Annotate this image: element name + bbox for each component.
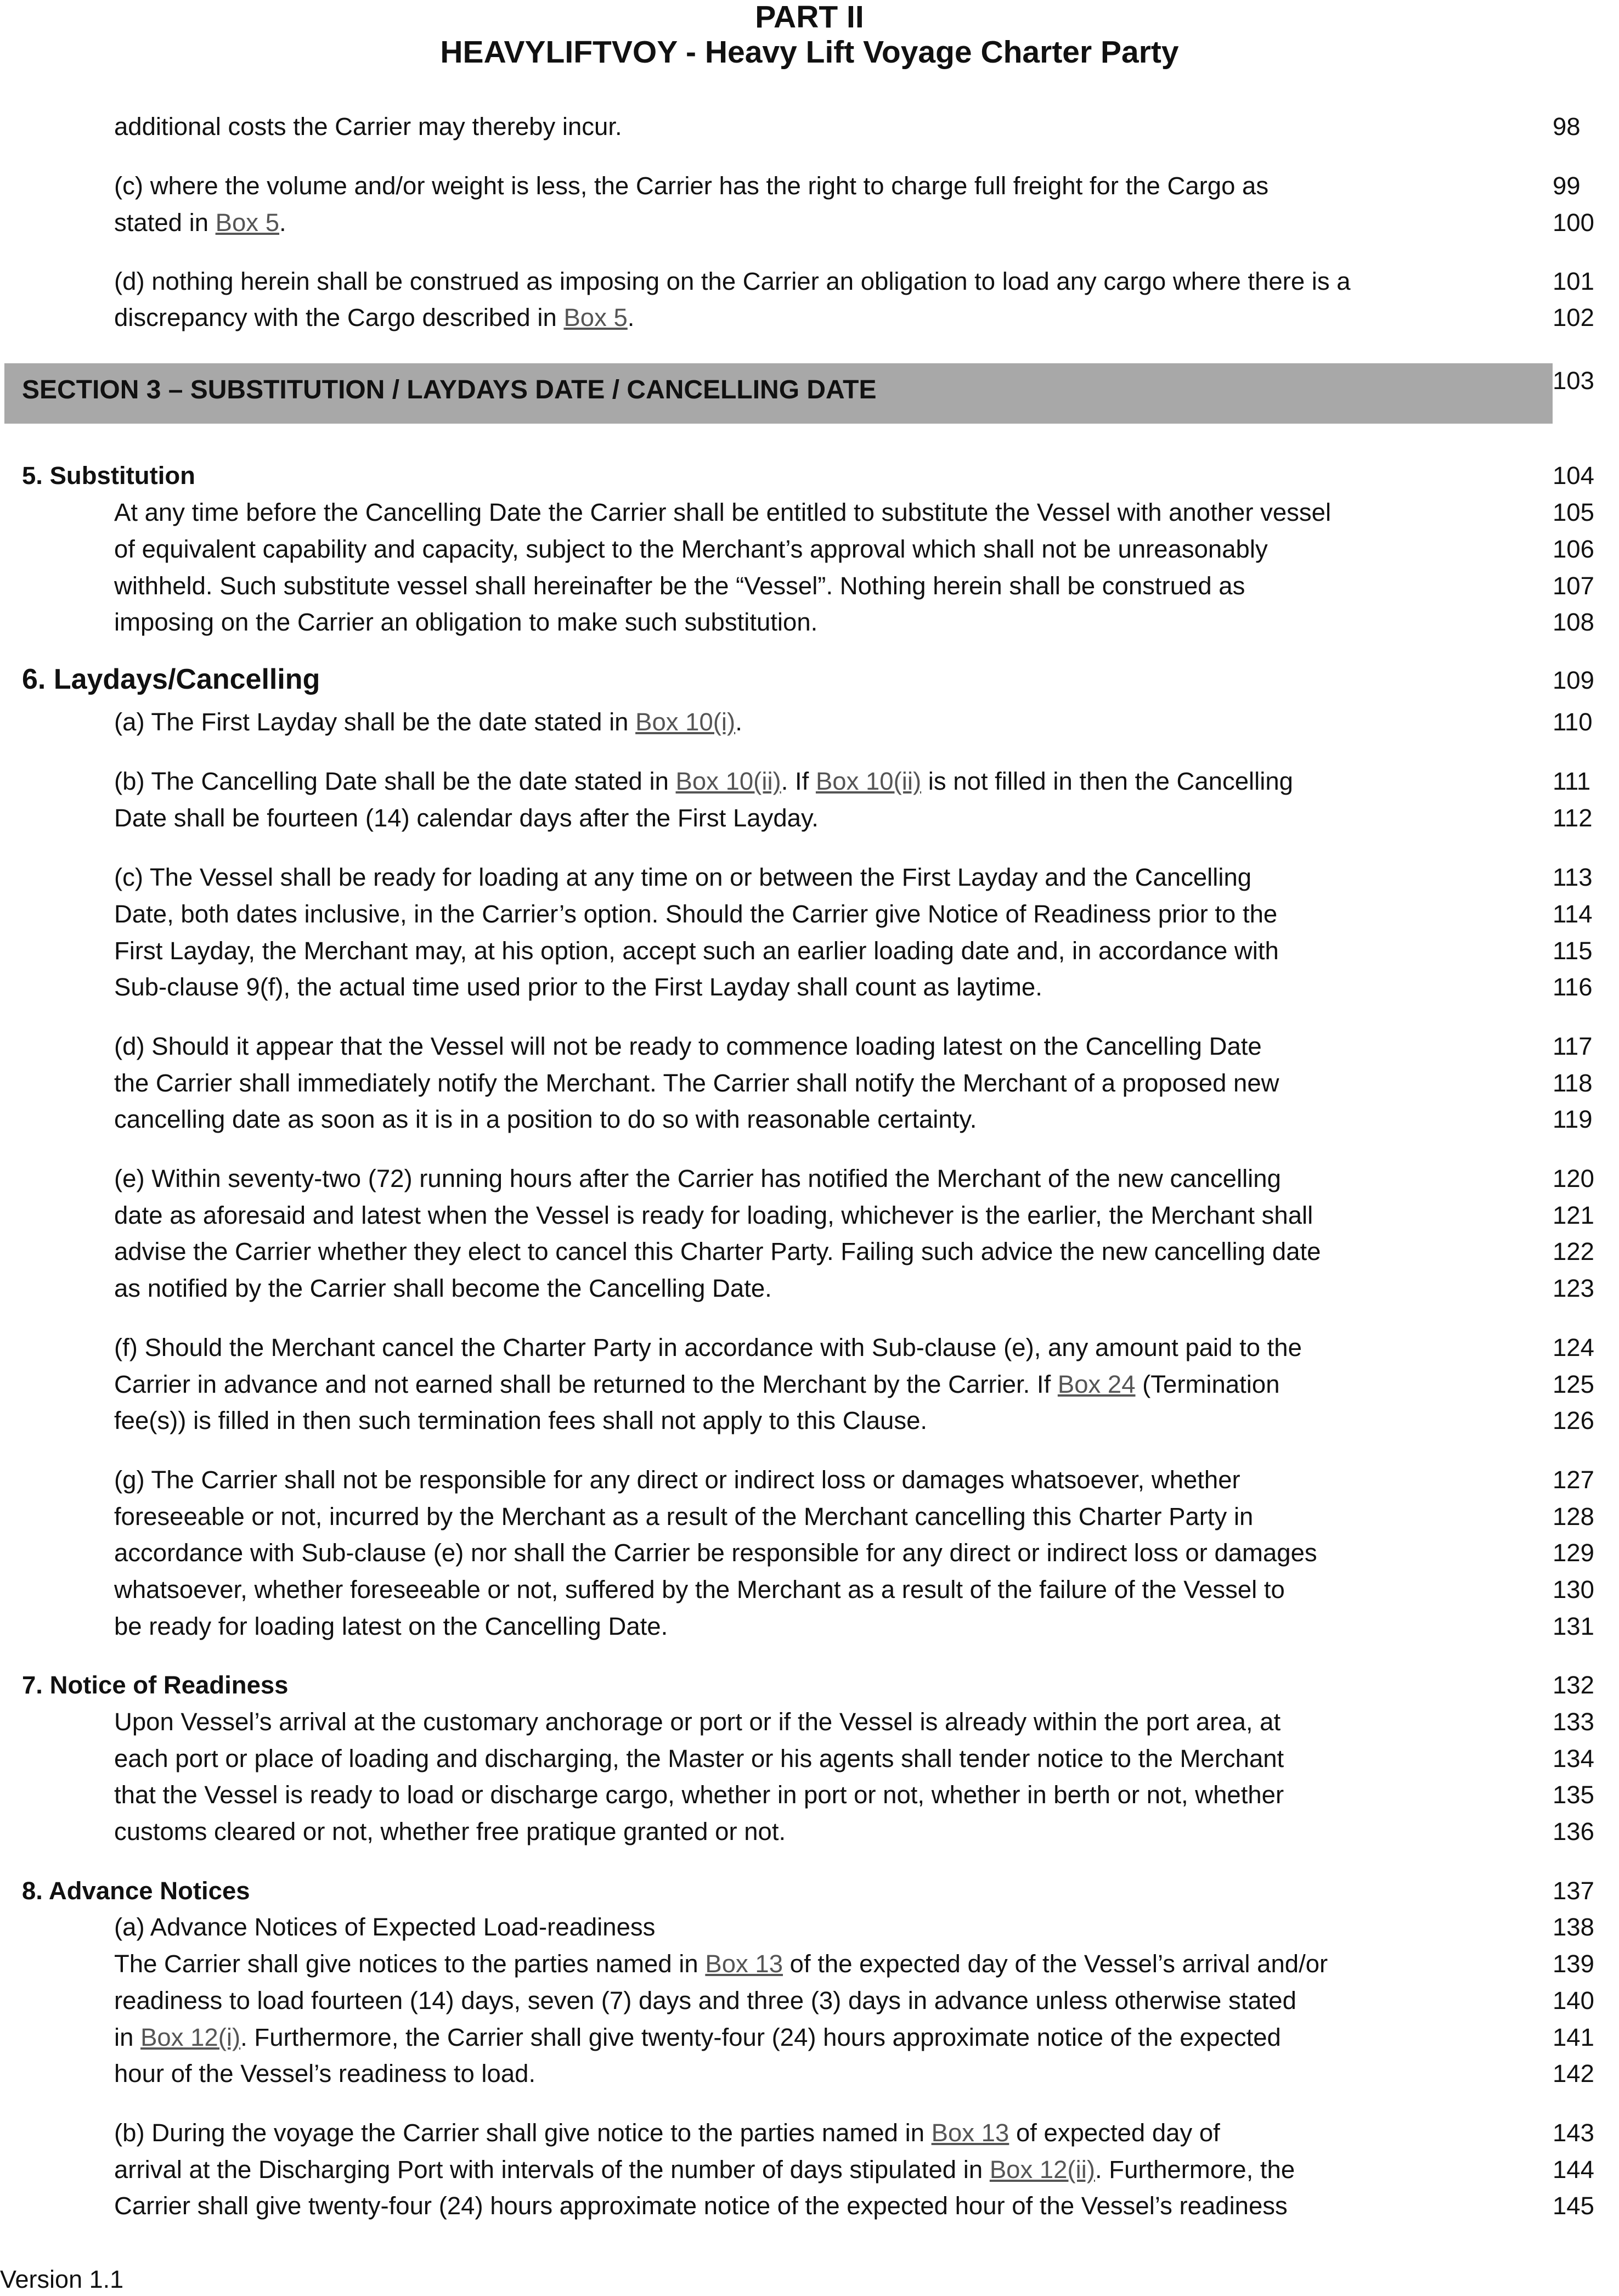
text-segment: (a) Advance Notices of Expected Load-readiness xyxy=(114,1913,656,1941)
text-segment: readiness to load fourteen (14) days, seven (7) days and three (3) days in advance unless otherwise stated xyxy=(114,1987,1296,2014)
text-segment: (g) The Carrier shall not be responsible for any direct or indirect loss or damages whatsoever, whether xyxy=(114,1466,1240,1494)
line-number: 131 xyxy=(1553,1612,1594,1640)
text-segment: advise the Carrier whether they elect to cancel this Charter Party. Failing such advice the new cancelling date xyxy=(114,1237,1321,1265)
text-segment: of the expected day of the Vessel’s arrival and/or xyxy=(783,1950,1328,1978)
clause-text-line xyxy=(114,937,1519,965)
clause-text-line xyxy=(114,1539,1519,1567)
clause-text-line xyxy=(114,1237,1519,1266)
text-segment: the Carrier shall immediately notify the Merchant. The Carrier shall notify the Merchant of a proposed new xyxy=(114,1069,1279,1097)
line-number: 99 xyxy=(1553,172,1581,200)
line-number: 135 xyxy=(1553,1781,1594,1809)
clause-text-line xyxy=(114,1781,1519,1809)
text-segment: each port or place of loading and discharging, the Master or his agents shall tender notice to the Merchant xyxy=(114,1744,1284,1772)
line-number: 109 xyxy=(1553,666,1594,694)
text-segment: Carrier in advance and not earned shall be returned to the Merchant by the Carrier. If xyxy=(114,1370,1058,1398)
line-number: 142 xyxy=(1553,2059,1594,2087)
line-number: 102 xyxy=(1553,303,1594,331)
box-reference-link[interactable]: Box 12(i) xyxy=(140,2023,241,2051)
line-number: 108 xyxy=(1553,608,1594,636)
text-segment: (d) Should it appear that the Vessel will not be ready to commence loading latest on the Cancelling Date xyxy=(114,1032,1262,1060)
document-title: HEAVYLIFTVOY - Heavy Lift Voyage Charter Party xyxy=(440,35,1179,70)
clause-text-line xyxy=(114,863,1519,892)
line-number: 104 xyxy=(1553,462,1594,489)
text-segment: (e) Within seventy-two (72) running hours after the Carrier has notified the Merchant of the new cancelling xyxy=(114,1164,1281,1192)
text-segment: accordance with Sub-clause (e) nor shall the Carrier be responsible for any direct or indirect loss or damages xyxy=(114,1539,1317,1567)
text-segment: foreseeable or not, incurred by the Merchant as a result of the Merchant cancelling this Charter Party in xyxy=(114,1502,1254,1530)
line-number: 130 xyxy=(1553,1575,1594,1603)
line-number: 115 xyxy=(1553,937,1593,965)
line-number: 101 xyxy=(1553,267,1594,295)
clause-text-line xyxy=(114,1406,1519,1435)
text-segment: date as aforesaid and latest when the Vessel is ready for loading, whichever is the earlier, the Merchant shall xyxy=(114,1201,1313,1229)
clause-text-line xyxy=(114,1032,1519,1061)
text-segment: (Termination xyxy=(1135,1370,1280,1398)
line-number: 145 xyxy=(1553,2192,1594,2220)
line-number: 113 xyxy=(1553,863,1593,891)
line-number: 128 xyxy=(1553,1502,1594,1530)
box-reference-link[interactable]: Box 12(ii) xyxy=(989,2156,1095,2184)
text-segment: Date, both dates inclusive, in the Carrier’s option. Should the Carrier give Notice of Readiness prior to the xyxy=(114,900,1278,928)
clause-text-line xyxy=(114,1370,1519,1399)
clause-text-line xyxy=(114,1913,1519,1942)
text-segment: (b) During the voyage the Carrier shall give notice to the parties named in xyxy=(114,2119,932,2147)
box-reference-link[interactable]: Box 10(ii) xyxy=(815,767,922,795)
text-segment: imposing on the Carrier an obligation to make such substitution. xyxy=(114,608,818,636)
line-number: 143 xyxy=(1553,2119,1594,2147)
line-number: 124 xyxy=(1553,1333,1594,1361)
clause-text-line xyxy=(114,804,1519,832)
clause-text-line xyxy=(114,1105,1519,1134)
text-segment: . If xyxy=(781,767,816,795)
text-segment: withheld. Such substitute vessel shall hereinafter be the “Vessel”. Nothing herein shall be construed as xyxy=(114,572,1245,600)
clause-text-line xyxy=(114,973,1519,1001)
text-segment: whatsoever, whether foreseeable or not, suffered by the Merchant as a result of the failure of the Vessel to xyxy=(114,1575,1285,1603)
line-number: 129 xyxy=(1553,1539,1594,1567)
part-heading: PART II xyxy=(755,0,864,35)
clause-text-line xyxy=(114,708,1519,736)
line-number: 106 xyxy=(1553,535,1594,563)
clause-text-line xyxy=(114,1069,1519,1098)
line-number: 98 xyxy=(1553,112,1581,140)
box-reference-link[interactable]: Box 24 xyxy=(1057,1370,1136,1398)
clause-text-line xyxy=(114,1201,1519,1230)
clause-text-line xyxy=(114,535,1519,564)
line-number: 132 xyxy=(1553,1671,1594,1699)
clause-text-line xyxy=(114,1164,1519,1193)
clause-heading: 5. Substitution xyxy=(22,462,195,489)
line-number: 116 xyxy=(1553,973,1593,1001)
line-number: 138 xyxy=(1553,1913,1594,1941)
text-segment: (f) Should the Merchant cancel the Charter Party in accordance with Sub-clause (e), any amount paid to the xyxy=(114,1333,1302,1361)
box-reference-link[interactable]: Box 5 xyxy=(215,209,280,237)
line-number: 111 xyxy=(1553,767,1591,795)
line-number: 117 xyxy=(1553,1032,1593,1060)
text-segment: . xyxy=(627,303,635,331)
line-number: 144 xyxy=(1553,2156,1594,2184)
text-segment: be ready for loading latest on the Cancelling Date. xyxy=(114,1612,668,1640)
text-segment: (c) where the volume and/or weight is less, the Carrier has the right to charge full freight for the Cargo as xyxy=(114,172,1269,200)
clause-text-line xyxy=(114,572,1519,600)
line-number: 114 xyxy=(1553,900,1593,928)
text-segment: arrival at the Discharging Port with intervals of the number of days stipulated in xyxy=(114,2156,990,2184)
clause-text-line xyxy=(114,1987,1519,2015)
clause-text-line xyxy=(114,303,1519,332)
clause-text-line xyxy=(114,1950,1519,1978)
text-segment: additional costs the Carrier may thereby incur. xyxy=(114,112,622,140)
line-number: 126 xyxy=(1553,1406,1594,1434)
clause-text-line xyxy=(114,767,1519,796)
text-segment: . Furthermore, the xyxy=(1095,2156,1295,2184)
box-reference-link[interactable]: Box 10(i) xyxy=(635,708,736,736)
line-number: 107 xyxy=(1553,572,1594,600)
section-3-title: SECTION 3 – SUBSTITUTION / LAYDAYS DATE / CANCELLING DATE xyxy=(22,375,877,404)
clause-text-line xyxy=(114,498,1519,527)
text-segment: cancelling date as soon as it is in a position to do so with reasonable certainty. xyxy=(114,1105,977,1133)
clause-heading: 7. Notice of Readiness xyxy=(22,1671,289,1699)
line-number: 125 xyxy=(1553,1370,1594,1398)
line-number: 133 xyxy=(1553,1708,1594,1736)
clause-text-line xyxy=(114,267,1519,296)
text-segment: Sub-clause 9(f), the actual time used prior to the First Layday shall count as laytime. xyxy=(114,973,1042,1001)
clause-text-line xyxy=(114,1466,1519,1494)
box-reference-link[interactable]: Box 13 xyxy=(705,1950,783,1978)
text-segment: (d) nothing herein shall be construed as imposing on the Carrier an obligation to load any cargo where there is a xyxy=(114,267,1351,295)
text-segment: (a) The First Layday shall be the date stated in xyxy=(114,708,636,736)
line-number: 127 xyxy=(1553,1466,1594,1494)
clause-text-line xyxy=(114,900,1519,928)
line-number: 105 xyxy=(1553,498,1594,526)
text-segment: (c) The Vessel shall be ready for loading at any time on or between the First Layday and the Cancelling xyxy=(114,863,1252,891)
line-number: 136 xyxy=(1553,1817,1594,1845)
clause-text-line xyxy=(114,2059,1519,2088)
text-segment: stated in xyxy=(114,209,216,237)
text-segment: of expected day of xyxy=(1009,2119,1220,2147)
box-reference-link[interactable]: Box 5 xyxy=(563,303,628,331)
text-segment: discrepancy with the Cargo described in xyxy=(114,303,564,331)
clause-text-line xyxy=(114,1274,1519,1303)
text-segment: At any time before the Cancelling Date the Carrier shall be entitled to substitute the Vessel with another vessel xyxy=(114,498,1332,526)
line-number: 118 xyxy=(1553,1069,1593,1097)
line-number: 112 xyxy=(1553,804,1593,832)
text-segment: that the Vessel is ready to load or discharge cargo, whether in port or not, whether in berth or not, whether xyxy=(114,1781,1284,1809)
clause-text-line xyxy=(114,112,1519,141)
clause-text-line xyxy=(114,2192,1519,2220)
text-segment: of equivalent capability and capacity, subject to the Merchant’s approval which shall not be unreasonably xyxy=(114,535,1268,563)
text-segment: . Furthermore, the Carrier shall give twenty-four (24) hours approximate notice of the expected xyxy=(240,2023,1281,2051)
line-number: 134 xyxy=(1553,1744,1594,1772)
text-segment: is not filled in then the Cancelling xyxy=(921,767,1293,795)
clause-text-line xyxy=(114,1502,1519,1531)
line-number: 123 xyxy=(1553,1274,1594,1302)
text-segment: The Carrier shall give notices to the parties named in xyxy=(114,1950,706,1978)
line-number: 119 xyxy=(1553,1105,1593,1133)
clause-text-line xyxy=(114,1817,1519,1846)
text-segment: . xyxy=(735,708,742,736)
text-segment: (b) The Cancelling Date shall be the date stated in xyxy=(114,767,676,795)
text-segment: fee(s)) is filled in then such termination fees shall not apply to this Clause. xyxy=(114,1406,928,1434)
clause-heading: 6. Laydays/Cancelling xyxy=(22,663,320,695)
text-segment: as notified by the Carrier shall become the Cancelling Date. xyxy=(114,1274,772,1302)
version-footer: Version 1.1 xyxy=(0,2265,124,2293)
clause-text-line xyxy=(114,1708,1519,1736)
clause-text-line xyxy=(114,608,1519,637)
text-segment: Upon Vessel’s arrival at the customary anchorage or port or if the Vessel is already within the port area, at xyxy=(114,1708,1281,1736)
clause-heading: 8. Advance Notices xyxy=(22,1877,250,1905)
box-reference-link[interactable]: Box 10(ii) xyxy=(675,767,781,795)
text-segment: Date shall be fourteen (14) calendar days after the First Layday. xyxy=(114,804,819,832)
line-number: 140 xyxy=(1553,1987,1594,2014)
line-number: 122 xyxy=(1553,1237,1594,1265)
clause-text-line xyxy=(114,172,1519,200)
clause-text-line xyxy=(114,2156,1519,2184)
clause-text-line xyxy=(114,1333,1519,1362)
line-number: 137 xyxy=(1553,1877,1594,1905)
text-segment: . xyxy=(279,209,286,237)
text-segment: Carrier shall give twenty-four (24) hours approximate notice of the expected hour of the Vessel’s readiness xyxy=(114,2192,1288,2220)
text-segment: in xyxy=(114,2023,141,2051)
line-number: 139 xyxy=(1553,1950,1594,1978)
text-segment: customs cleared or not, whether free pratique granted or not. xyxy=(114,1817,786,1845)
clause-text-line xyxy=(114,2023,1519,2052)
line-number: 103 xyxy=(1553,367,1594,395)
clause-text-line xyxy=(114,2119,1519,2147)
clause-text-line xyxy=(114,1612,1519,1641)
clause-text-line xyxy=(114,1575,1519,1604)
line-number: 120 xyxy=(1553,1164,1594,1192)
line-number: 141 xyxy=(1553,2023,1594,2051)
line-number: 100 xyxy=(1553,209,1594,237)
text-segment: hour of the Vessel’s readiness to load. xyxy=(114,2059,536,2087)
box-reference-link[interactable]: Box 13 xyxy=(931,2119,1009,2147)
clause-text-line xyxy=(114,1744,1519,1773)
text-segment: First Layday, the Merchant may, at his option, accept such an earlier loading date and, in accordance with xyxy=(114,937,1279,965)
line-number: 121 xyxy=(1553,1201,1594,1229)
clause-text-line xyxy=(114,209,1519,237)
line-number: 110 xyxy=(1553,708,1593,736)
